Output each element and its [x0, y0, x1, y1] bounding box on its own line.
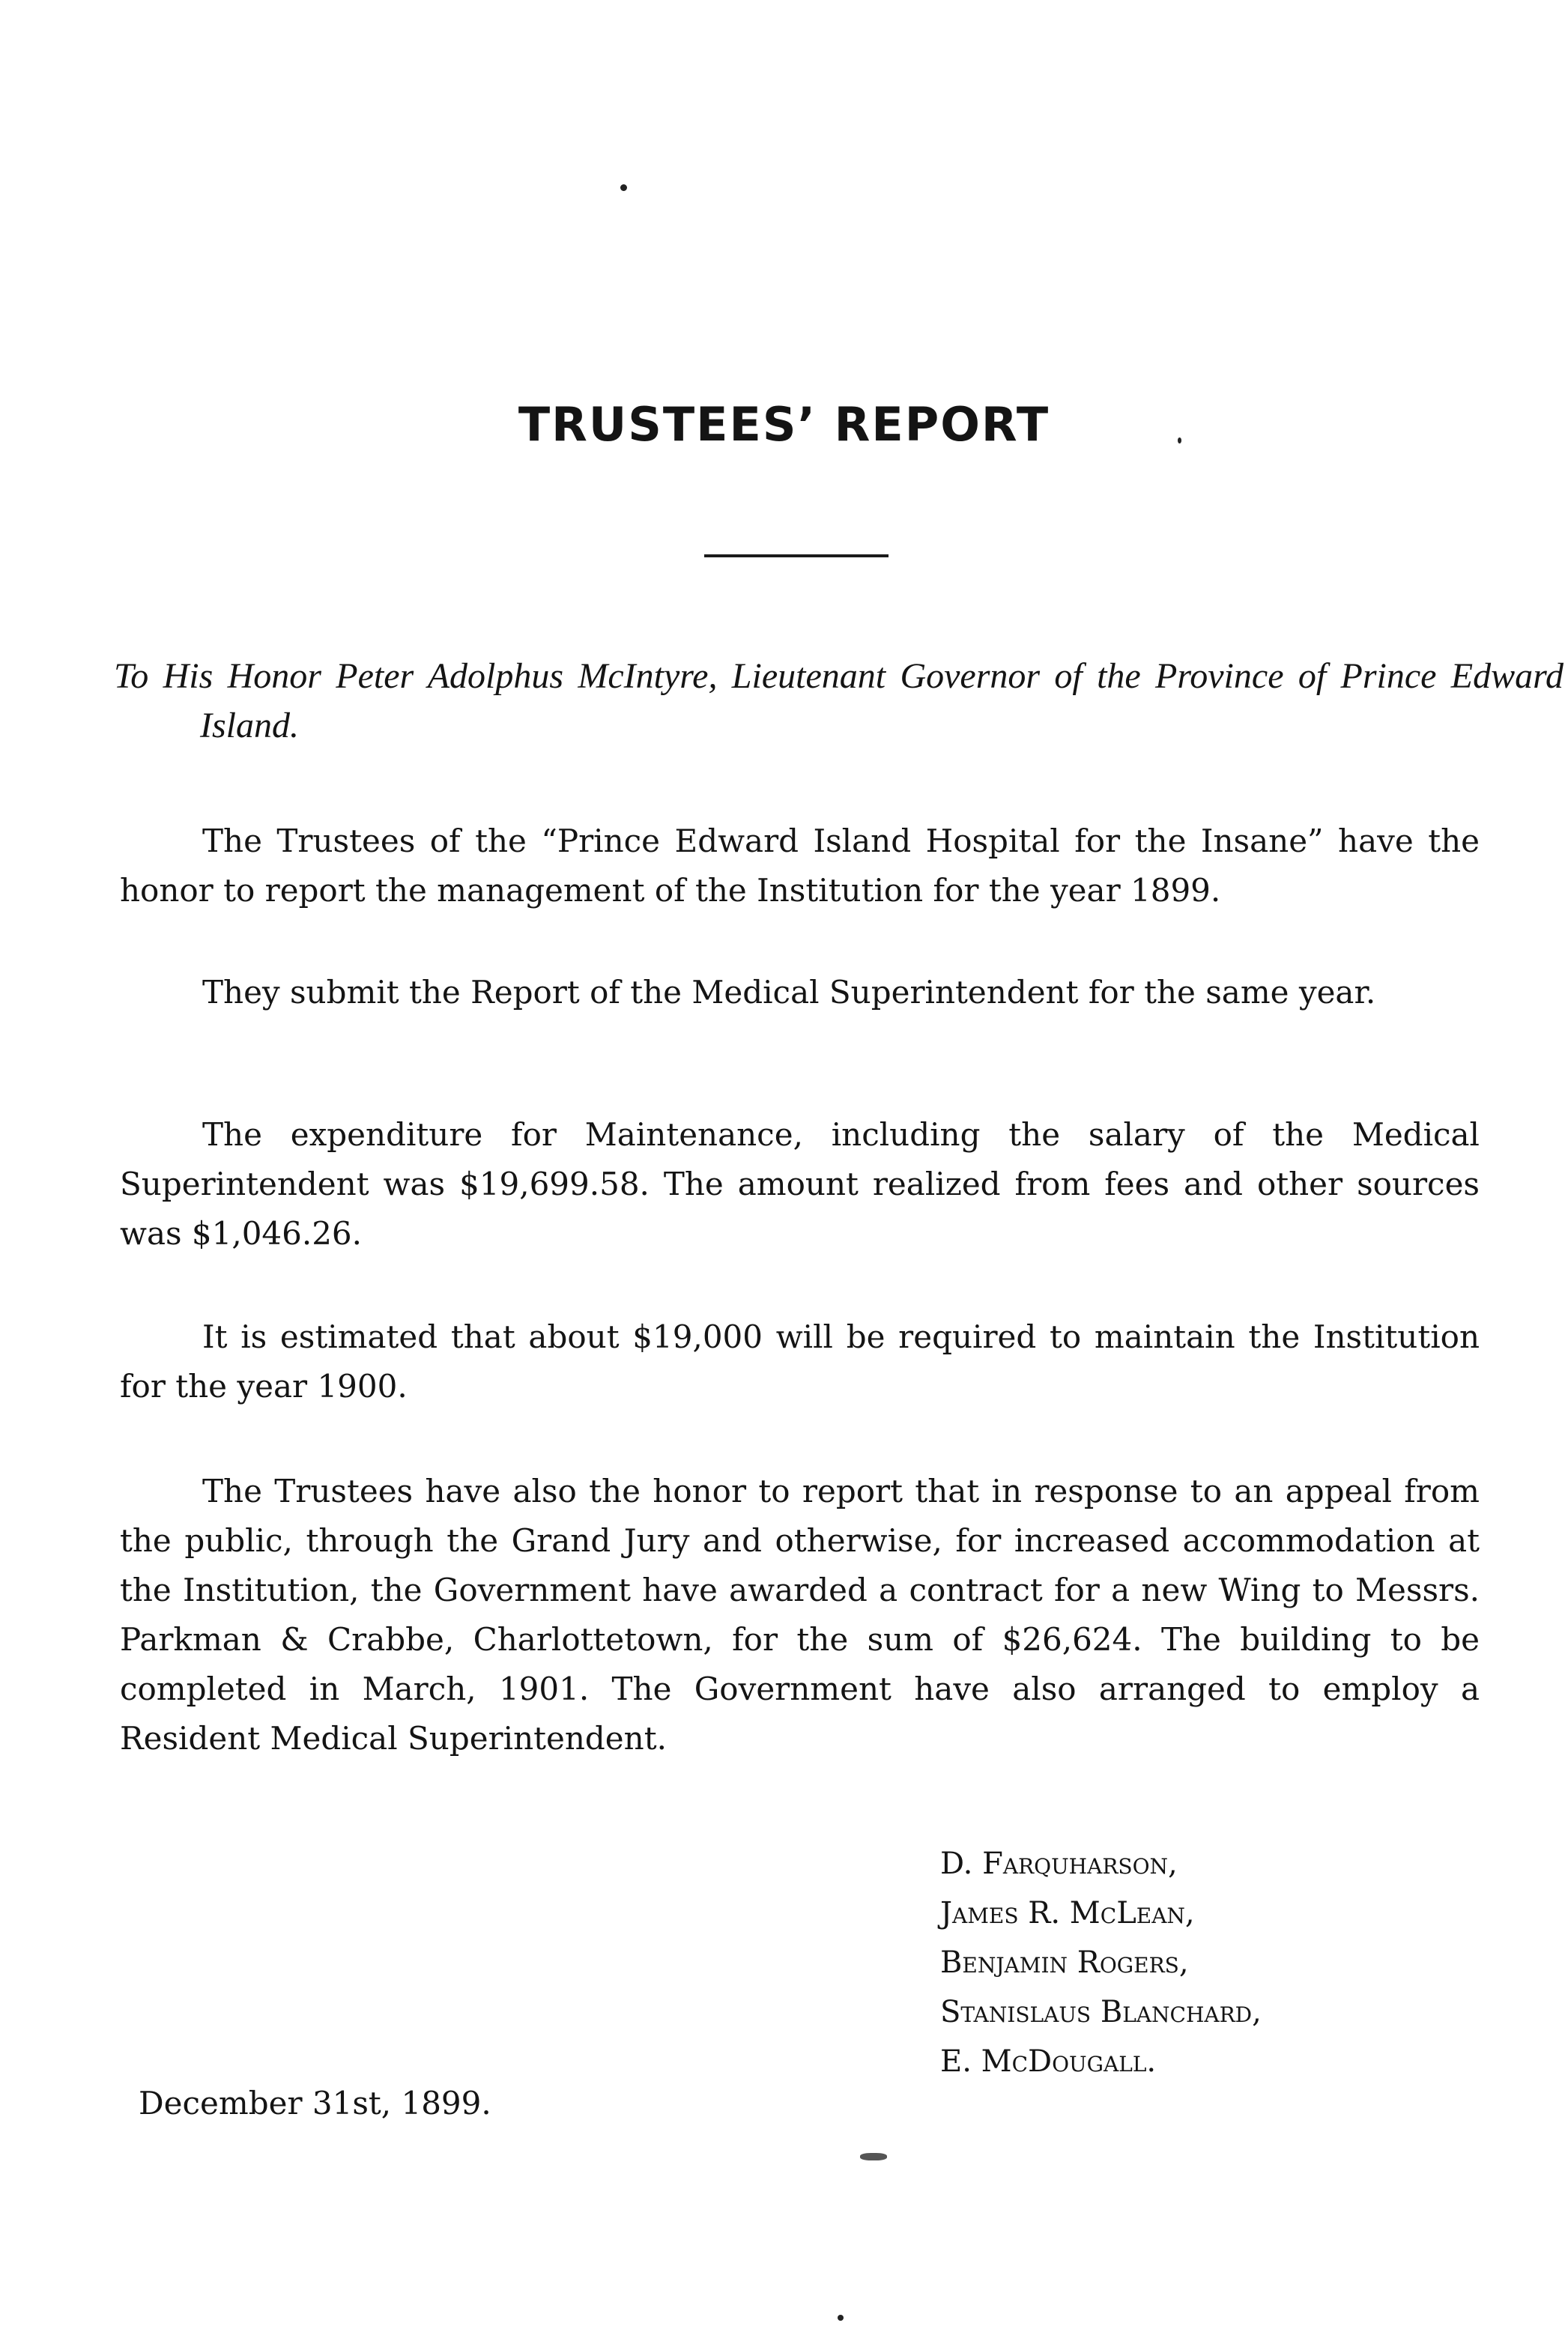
signatory-list [940, 1839, 1262, 2086]
signatory: D. Farquharson, [940, 1847, 1178, 1881]
signatory: James R. McLean, [940, 1896, 1195, 1930]
paragraph-annual-report: The Trustees of the “Prince Edward Island Hospital for the Insane” have the honor to report the management of the Institution for the year 1899. [120, 823, 1480, 909]
paragraph-medical-report: They submit the Report of the Medical Superintendent for the same year. [202, 974, 1376, 1011]
paragraph-expenditure: The expenditure for Maintenance, including the salary of the Medical Superintendent was $19,699.58. The amount realized from fees and other sources was $1,046.26. [120, 1116, 1480, 1252]
scan-speck [1178, 437, 1181, 443]
title-divider [704, 554, 889, 557]
signatory: Benjamin Rogers, [940, 1945, 1189, 1980]
scan-speck [620, 184, 627, 191]
scan-speck [860, 2153, 887, 2160]
signatory: E. McDougall. [940, 2044, 1157, 2079]
salutation: To His Honor Peter Adolphus McIntyre, Lieutenant Governor of the Province of Prince Edward Island. [114, 656, 1564, 745]
report-title: TRUSTEES’ REPORT [518, 397, 1050, 452]
signatory: Stanislaus Blanchard, [940, 1995, 1262, 2029]
paragraph-estimate: It is estimated that about $19,000 will be required to maintain the Institution for the year 1900. [120, 1318, 1480, 1405]
paragraph-new-wing: The Trustees have also the honor to report that in response to an appeal from the public, through the Grand Jury and otherwise, for increased accommodation at the Institution, the Government have awarded a contract for a new Wing to Messrs. Parkman & Crabbe, Charlottetown, for the sum of $26,624. The building to be completed in March, 1901. The Government have also arranged to employ a Resident Medical Superintendent. [120, 1473, 1480, 1757]
report-date: December 31st, 1899. [139, 2085, 491, 2122]
scan-speck [838, 2315, 844, 2321]
